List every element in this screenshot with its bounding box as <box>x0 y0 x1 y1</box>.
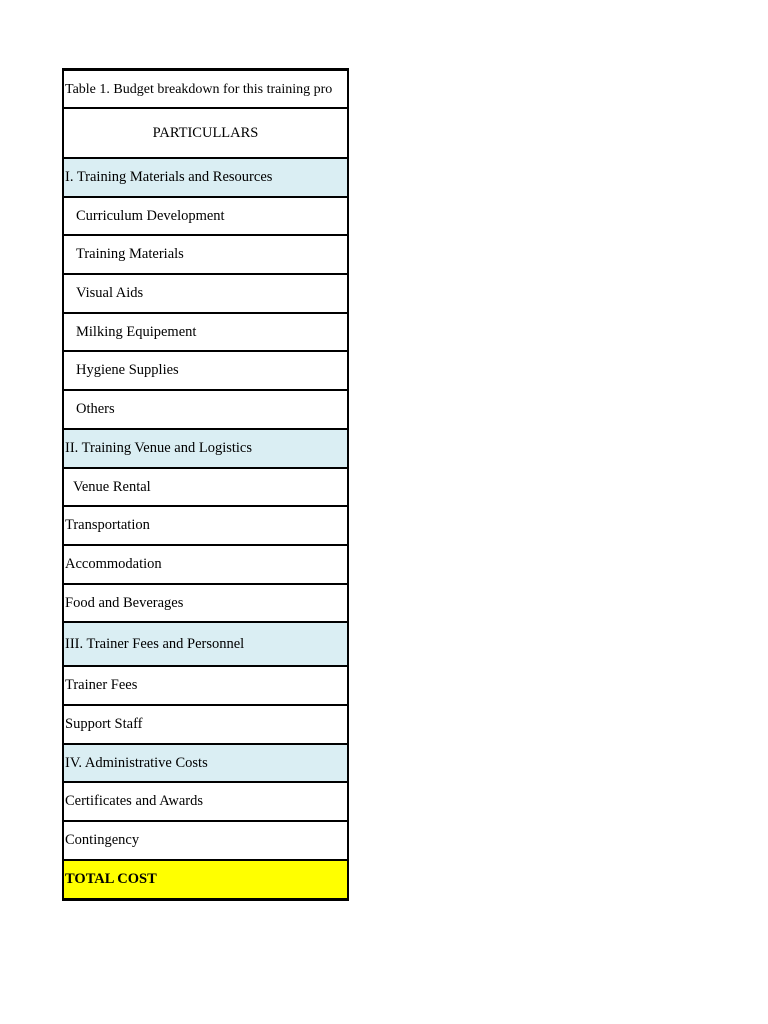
table-row-milking-equipement[interactable]: Milking Equipement <box>64 314 347 353</box>
table-row-visual-aids[interactable]: Visual Aids <box>64 275 347 314</box>
total-cost-row[interactable]: TOTAL COST <box>64 861 347 898</box>
table-row-contingency[interactable]: Contingency <box>64 822 347 861</box>
table-row-venue-rental[interactable]: Venue Rental <box>64 469 347 508</box>
section-row-venue-logistics[interactable]: II. Training Venue and Logistics <box>64 430 347 469</box>
table-row-accommodation[interactable]: Accommodation <box>64 546 347 585</box>
table-row-certificates-awards[interactable]: Certificates and Awards <box>64 783 347 822</box>
table-row-training-materials[interactable]: Training Materials <box>64 236 347 275</box>
table-row-hygiene-supplies[interactable]: Hygiene Supplies <box>64 352 347 391</box>
budget-table <box>62 68 349 901</box>
table-row-others[interactable]: Others <box>64 391 347 430</box>
section-row-administrative-costs[interactable]: IV. Administrative Costs <box>64 745 347 784</box>
table-row-trainer-fees[interactable]: Trainer Fees <box>64 667 347 706</box>
table-caption: Table 1. Budget breakdown for this training pro <box>64 71 347 109</box>
table-row-transportation[interactable]: Transportation <box>64 507 347 546</box>
table-row-food-beverages[interactable]: Food and Beverages <box>64 585 347 624</box>
table-row-curriculum-development[interactable]: Curriculum Development <box>64 198 347 237</box>
section-row-trainer-fees-personnel[interactable]: III. Trainer Fees and Personnel <box>64 623 347 667</box>
section-row-training-materials[interactable]: I. Training Materials and Resources <box>64 159 347 198</box>
column-header-particulars: PARTICULLARS <box>64 109 347 159</box>
table-row-support-staff[interactable]: Support Staff <box>64 706 347 745</box>
